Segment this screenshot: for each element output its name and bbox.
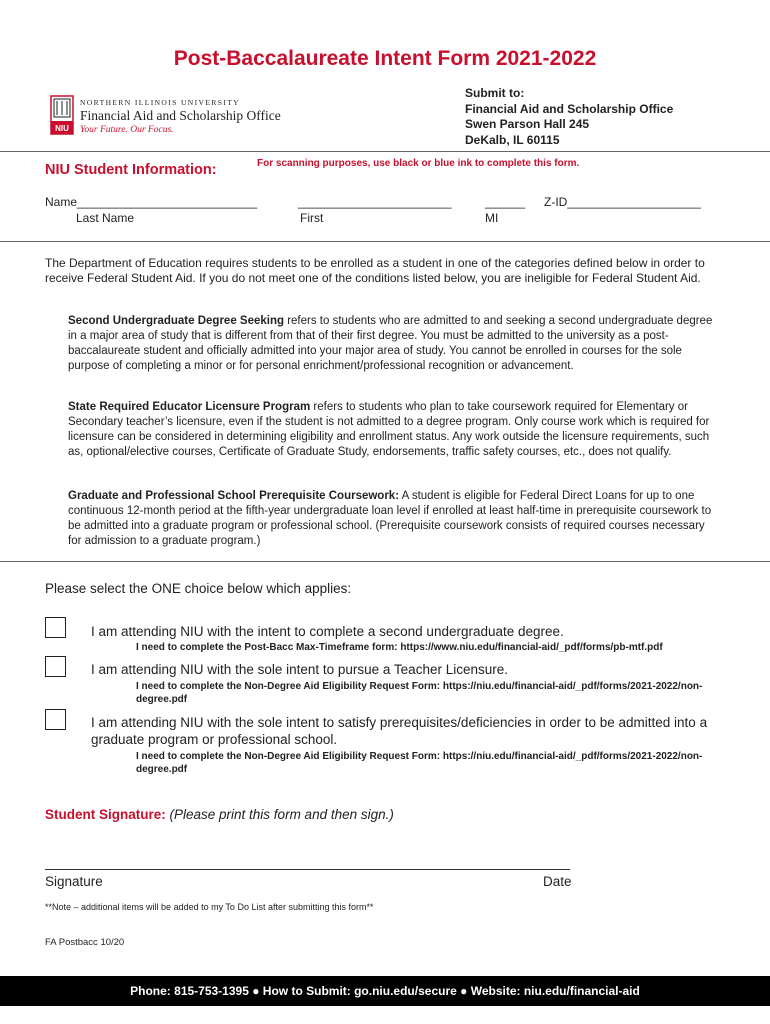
definition-text: refers to students who are admitted to and seeking a second undergraduate degree in a major area of study that is different from that of their first degree. You must be admitted to the university as a post-baccalaureate student and officially admitted into your major area of study. You cannot be enrolled in courses for the sole purpose of completing a minor or for personal enrichment/professional recognition or advancement.: [68, 315, 713, 372]
definition-text: A student is eligible for Federal Direct Loans for up to one continuous 12-month period at the fifth-year undergraduate loan level if enrolled at least half-time in prerequisite coursework to be admitted into a graduate program or professional school. (Prerequisite coursework consists of required courses necessary for admission to a graduate program.): [68, 490, 712, 547]
definition-term: Second Undergraduate Degree Seeking: [68, 315, 285, 327]
mi-label: MI: [485, 211, 499, 225]
first-name-label: First: [300, 211, 324, 225]
definition-prerequisite: [68, 489, 713, 549]
form-code: FA Postbacc 10/20: [45, 937, 125, 948]
scan-note: For scanning purposes, use black or blue ink to complete this form.: [257, 158, 580, 169]
choice-label: I am attending NIU with the sole intent to pursue a Teacher Licensure.: [91, 662, 508, 677]
definition-text: refers to students who plan to take coursework required for Elementary or Secondary teacher’s licensure, even if the student is not admitted to a degree program. Only course work which is required for licensure can be considered in determining eligibility and enrollment status. Any work outside the licensure requirements, such as, optional/elective courses, Certificate of Graduate Study, endorsements, traffic safety courses, etc., does not qualify.: [68, 401, 710, 458]
mi-field[interactable]: ______: [485, 195, 526, 209]
choice-note: I need to complete the Post-Bacc Max-Timeframe form: https://www.niu.edu/financial-aid/_pdf/forms/pb-mtf.pdf: [136, 642, 663, 653]
choice-prompt: Please select the ONE choice below which applies:: [45, 581, 352, 596]
signature-line[interactable]: [45, 869, 570, 870]
submit-line-1: Financial Aid and Scholarship Office: [465, 101, 674, 116]
date-field-label: Date: [543, 874, 572, 889]
last-name-label: Last Name: [76, 211, 135, 225]
form-title: Post-Baccalaureate Intent Form 2021-2022: [173, 47, 597, 70]
choice-note: I need to complete the Non-Degree Aid Eligibility Request Form: https://niu.edu/financial-aid/_pdf/forms/2021-2022/non-degree.pdf: [136, 681, 703, 705]
checkbox-teacher-licensure[interactable]: [45, 656, 66, 677]
definition-term: State Required Educator Licensure Program: [68, 401, 311, 413]
choice-label: I am attending NIU with the intent to complete a second undergraduate degree.: [91, 624, 564, 639]
definition-term: Graduate and Professional School Prerequisite Coursework:: [68, 490, 400, 502]
divider: [0, 241, 770, 242]
submit-line-2: Swen Parson Hall 245: [465, 117, 590, 131]
logo-abbrev: NIU: [55, 124, 69, 133]
submit-heading: Submit to:: [465, 86, 525, 100]
definition-educator-licensure: [68, 400, 713, 460]
checkbox-second-degree[interactable]: [45, 617, 66, 638]
zid-field[interactable]: Z-ID____________________: [544, 195, 701, 209]
choice-label: I am attending NIU with the sole intent to satisfy prerequisites/deficiencies in order to be admitted into a graduate program or professional school.: [91, 715, 708, 747]
signature-label: Student Signature:: [45, 807, 166, 822]
niu-shield-icon: [50, 95, 74, 135]
submit-line-3: DeKalb, IL 60115: [465, 132, 560, 147]
definition-second-degree: [68, 314, 713, 374]
name-field[interactable]: Name___________________________: [45, 195, 258, 209]
footnote: **Note – additional items will be added to my To Do List after submitting this form**: [45, 902, 374, 912]
logo-university: NORTHERN ILLINOIS UNIVERSITY: [80, 98, 240, 107]
submit-address: [465, 86, 673, 148]
signature-heading: [45, 807, 394, 822]
divider: [0, 561, 770, 562]
signature-hint: (Please print this form and then sign.): [169, 807, 394, 822]
first-name-field[interactable]: _______________________: [298, 195, 452, 209]
contact-footer: Phone: 815-753-1395 ● How to Submit: go.niu.edu/secure ● Website: niu.edu/financial-aid: [0, 976, 770, 1006]
student-info-heading: NIU Student Information:: [45, 162, 217, 178]
choice-note: I need to complete the Non-Degree Aid Eligibility Request Form: https://niu.edu/financial-aid/_pdf/forms/2021-2022/non-degree.pdf: [136, 751, 703, 775]
divider: [0, 151, 770, 152]
intro-paragraph: The Department of Education requires students to be enrolled as a student in one of the categories defined below in order to receive Federal Student Aid. If you do not meet one of the conditions listed below, you are ineligible for Federal Student Aid.: [45, 256, 705, 285]
logo-office: Financial Aid and Scholarship Office: [80, 108, 281, 123]
checkbox-prerequisites[interactable]: [45, 709, 66, 730]
signature-field-label: Signature: [45, 874, 103, 889]
logo-tagline: Your Future. Our Focus.: [80, 125, 174, 135]
